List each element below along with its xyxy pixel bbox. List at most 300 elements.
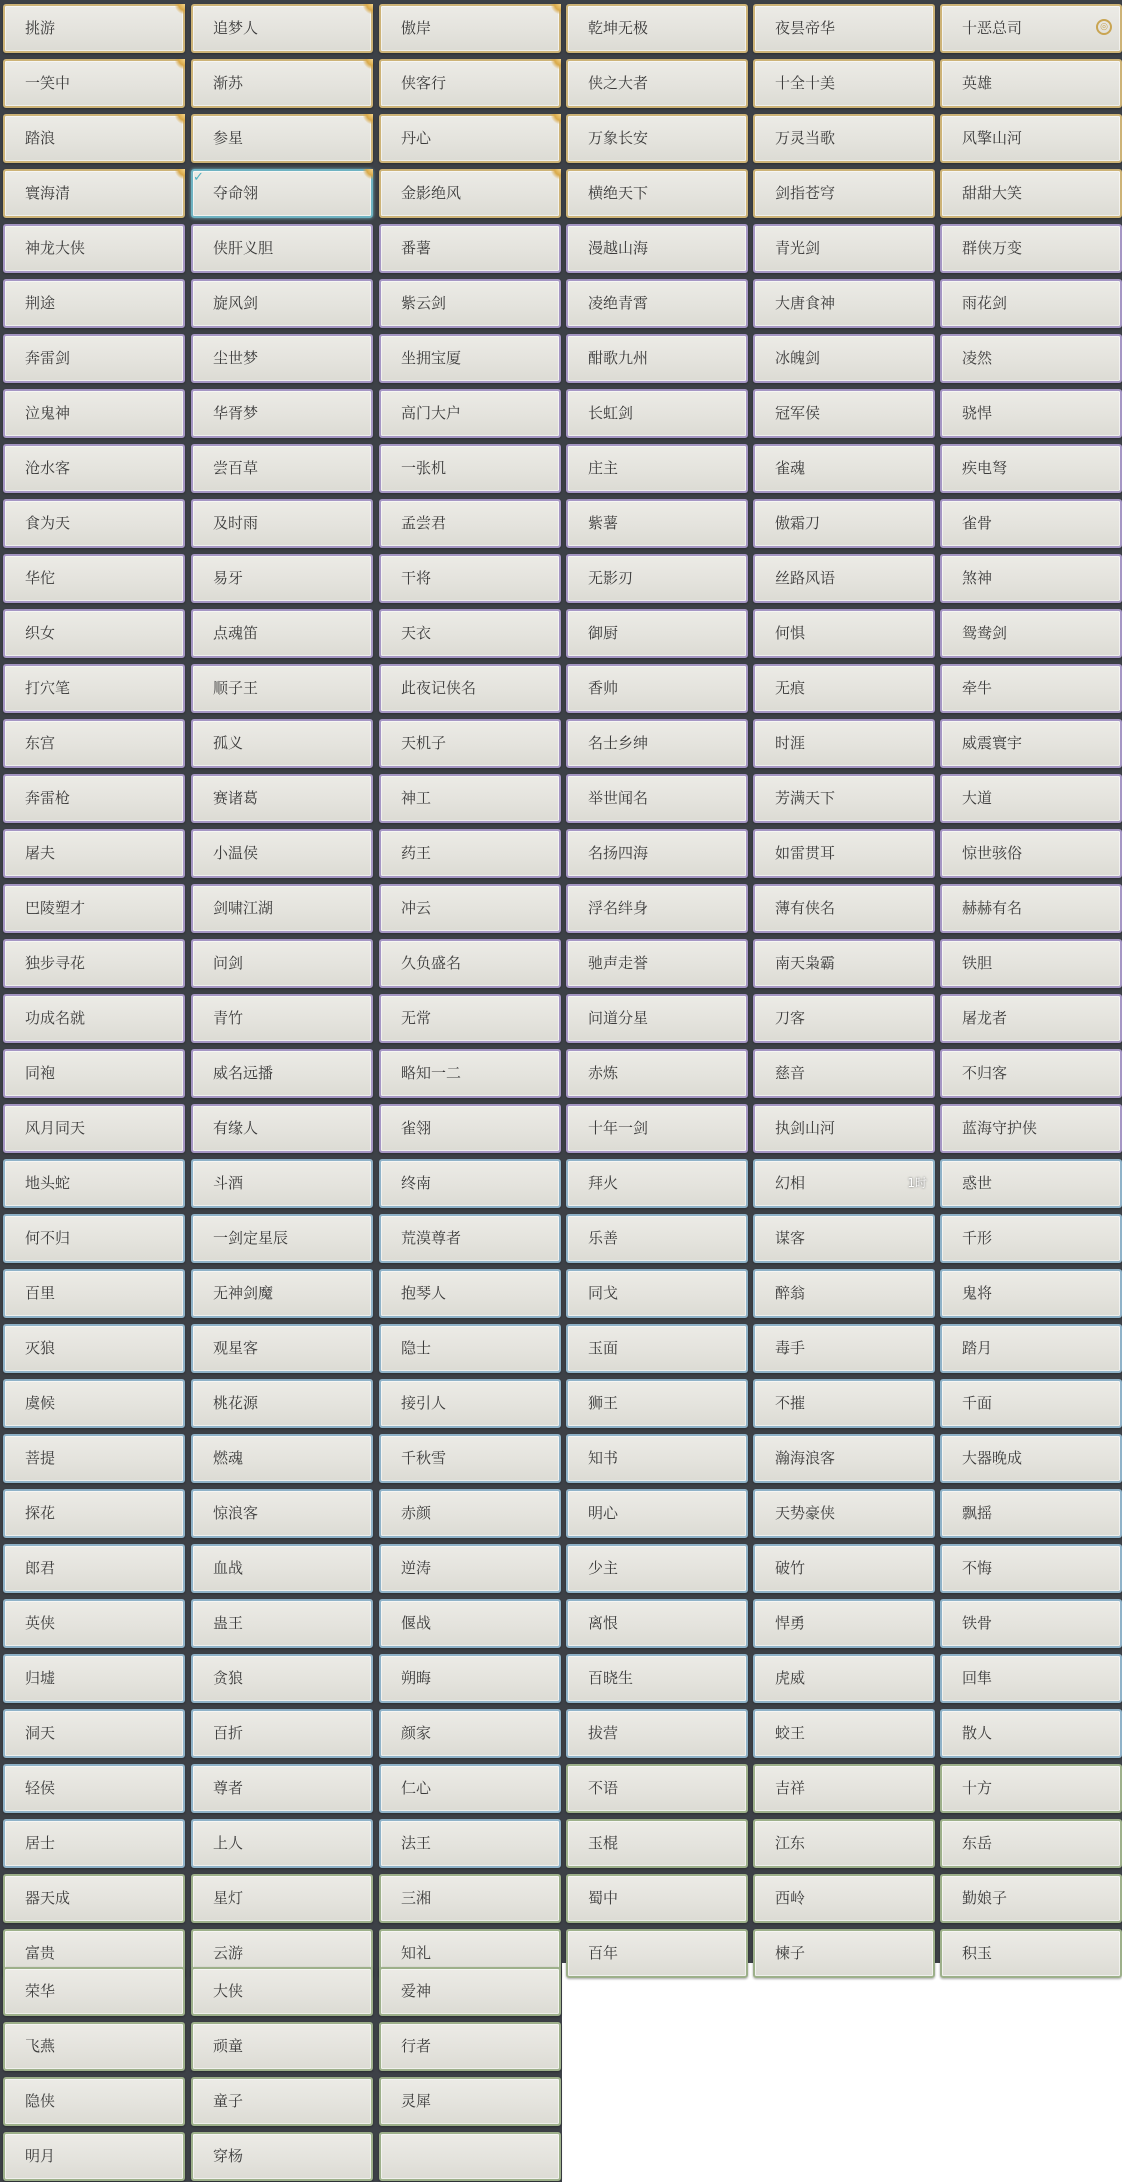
- title-label: 飘摇: [962, 1504, 993, 1522]
- title-tile[interactable]: [566, 1654, 748, 1703]
- title-tile[interactable]: [3, 59, 185, 108]
- title-tile[interactable]: [191, 1104, 373, 1153]
- title-label: 隐侠: [25, 2092, 56, 2110]
- title-label: 悍勇: [775, 1614, 806, 1632]
- title-tile[interactable]: [3, 829, 185, 878]
- title-tile[interactable]: [940, 1599, 1122, 1648]
- title-tile[interactable]: [566, 1049, 748, 1098]
- title-tile[interactable]: [566, 279, 748, 328]
- gold-corner-icon: [551, 59, 561, 69]
- title-tile[interactable]: [940, 554, 1122, 603]
- title-tile[interactable]: [379, 719, 561, 768]
- title-tile[interactable]: [566, 884, 748, 933]
- title-tile[interactable]: [753, 279, 935, 328]
- title-label: 东宫: [25, 734, 56, 752]
- title-tile[interactable]: [753, 554, 935, 603]
- title-tile[interactable]: [940, 444, 1122, 493]
- title-tile[interactable]: [379, 1599, 561, 1648]
- title-tile[interactable]: [566, 1324, 748, 1373]
- title-label: 略知一二: [401, 1064, 462, 1082]
- title-label: 干将: [401, 569, 432, 587]
- title-tile[interactable]: [566, 1819, 748, 1868]
- title-label: 一笑中: [25, 74, 71, 92]
- title-tile[interactable]: [753, 114, 935, 163]
- title-tile[interactable]: [3, 1709, 185, 1758]
- title-tile[interactable]: [753, 169, 935, 218]
- gold-corner-icon: [175, 59, 185, 69]
- title-tile[interactable]: [566, 4, 748, 53]
- title-tile[interactable]: [191, 994, 373, 1043]
- title-tile[interactable]: [753, 774, 935, 823]
- title-tile[interactable]: [753, 224, 935, 273]
- title-tile[interactable]: [753, 444, 935, 493]
- title-label: 探花: [25, 1504, 56, 1522]
- title-label: 威震寰宇: [962, 734, 1023, 752]
- title-tile[interactable]: [753, 664, 935, 713]
- title-tile[interactable]: [566, 1214, 748, 1263]
- title-tile[interactable]: [379, 279, 561, 328]
- title-tile[interactable]: [379, 1379, 561, 1428]
- title-tile[interactable]: [379, 2077, 561, 2126]
- title-tile[interactable]: [3, 1269, 185, 1318]
- title-label: 夺命翎: [213, 184, 259, 202]
- title-label: 观星客: [213, 1339, 259, 1357]
- title-tile[interactable]: [940, 1269, 1122, 1318]
- title-tile[interactable]: [191, 1049, 373, 1098]
- title-tile[interactable]: [3, 4, 185, 53]
- title-tile[interactable]: [940, 1874, 1122, 1923]
- title-tile[interactable]: [191, 1214, 373, 1263]
- title-tile[interactable]: [379, 774, 561, 823]
- title-tile[interactable]: [191, 1544, 373, 1593]
- title-tile[interactable]: [3, 224, 185, 273]
- title-tile[interactable]: [566, 1544, 748, 1593]
- title-tile[interactable]: [191, 499, 373, 548]
- title-tile[interactable]: [379, 994, 561, 1043]
- title-tile[interactable]: [191, 1159, 373, 1208]
- title-label: 打穴笔: [25, 679, 71, 697]
- title-tile[interactable]: [753, 1269, 935, 1318]
- title-tile[interactable]: [940, 1104, 1122, 1153]
- title-tile[interactable]: [379, 389, 561, 438]
- title-tile[interactable]: [3, 169, 185, 218]
- title-tile[interactable]: [191, 224, 373, 273]
- title-tile[interactable]: [753, 1049, 935, 1098]
- title-tile[interactable]: [379, 1709, 561, 1758]
- title-tile[interactable]: [940, 1709, 1122, 1758]
- title-label: 冲云: [401, 899, 432, 917]
- title-tile[interactable]: [566, 1434, 748, 1483]
- title-tile[interactable]: [3, 2132, 185, 2181]
- title-label: 顽童: [213, 2037, 244, 2055]
- title-tile[interactable]: [379, 939, 561, 988]
- title-label: 香帅: [588, 679, 619, 697]
- title-tile[interactable]: [3, 994, 185, 1043]
- title-label: 蛊王: [213, 1614, 244, 1632]
- title-label: 刀客: [775, 1009, 806, 1027]
- title-tile[interactable]: [566, 609, 748, 658]
- title-label: 十恶总司: [962, 19, 1023, 37]
- title-label: 不悔: [962, 1559, 993, 1577]
- title-label: 凌绝青霄: [588, 294, 649, 312]
- title-tile[interactable]: [3, 1434, 185, 1483]
- title-label: 雀骨: [962, 514, 993, 532]
- title-tile[interactable]: [566, 1269, 748, 1318]
- title-label: 侠之大者: [588, 74, 649, 92]
- title-label: 谋客: [775, 1229, 806, 1247]
- title-label: 百晓生: [588, 1669, 634, 1687]
- title-tile[interactable]: [191, 444, 373, 493]
- title-label: 华佗: [25, 569, 56, 587]
- title-tile[interactable]: [191, 1269, 373, 1318]
- title-tile[interactable]: [566, 1489, 748, 1538]
- title-tile[interactable]: [379, 1269, 561, 1318]
- title-tile[interactable]: [566, 664, 748, 713]
- title-tile[interactable]: [940, 1159, 1122, 1208]
- title-tile[interactable]: [940, 609, 1122, 658]
- title-tile[interactable]: [379, 4, 561, 53]
- title-tile[interactable]: [191, 1819, 373, 1868]
- title-label: 上人: [213, 1834, 244, 1852]
- title-tile[interactable]: [566, 1379, 748, 1428]
- title-tile[interactable]: [191, 1967, 373, 2016]
- title-label: 金影绝风: [401, 184, 462, 202]
- title-tile[interactable]: [753, 1819, 935, 1868]
- title-tile[interactable]: [753, 499, 935, 548]
- title-tile[interactable]: [753, 609, 935, 658]
- title-label: 风月同天: [25, 1119, 86, 1137]
- title-tile[interactable]: [940, 884, 1122, 933]
- title-label: 雀魂: [775, 459, 806, 477]
- title-tile[interactable]: [753, 994, 935, 1043]
- title-tile[interactable]: [753, 1214, 935, 1263]
- title-tile[interactable]: [753, 719, 935, 768]
- title-tile[interactable]: [566, 994, 748, 1043]
- title-tile[interactable]: [753, 1104, 935, 1153]
- title-tile[interactable]: [566, 114, 748, 163]
- title-tile[interactable]: [753, 1544, 935, 1593]
- title-label: 同袍: [25, 1064, 56, 1082]
- title-tile[interactable]: [3, 2022, 185, 2071]
- title-tile[interactable]: [566, 719, 748, 768]
- title-tile[interactable]: [940, 829, 1122, 878]
- title-tile[interactable]: [940, 1049, 1122, 1098]
- title-label: 惊浪客: [213, 1504, 259, 1522]
- title-tile[interactable]: [191, 884, 373, 933]
- title-tile[interactable]: [379, 2132, 561, 2181]
- title-tile[interactable]: [940, 389, 1122, 438]
- title-tile[interactable]: [379, 1434, 561, 1483]
- title-tile[interactable]: [566, 499, 748, 548]
- title-tile[interactable]: [940, 1379, 1122, 1428]
- title-tile[interactable]: [753, 334, 935, 383]
- title-tile[interactable]: [3, 719, 185, 768]
- title-tile[interactable]: [940, 1214, 1122, 1263]
- title-tile[interactable]: [566, 169, 748, 218]
- title-label: 飞燕: [25, 2037, 56, 2055]
- title-label: 凌然: [962, 349, 993, 367]
- title-label: 执剑山河: [775, 1119, 836, 1137]
- title-label: 牵牛: [962, 679, 993, 697]
- title-tile[interactable]: [191, 1379, 373, 1428]
- title-tile[interactable]: [379, 499, 561, 548]
- title-tile[interactable]: [3, 444, 185, 493]
- title-label: 大唐食神: [775, 294, 836, 312]
- title-tile[interactable]: [3, 1489, 185, 1538]
- title-tile[interactable]: [3, 279, 185, 328]
- title-tile[interactable]: [753, 389, 935, 438]
- title-tile[interactable]: [940, 279, 1122, 328]
- title-label: 少主: [588, 1559, 619, 1577]
- title-label: 庄主: [588, 459, 619, 477]
- title-tile[interactable]: [566, 444, 748, 493]
- title-tile[interactable]: [191, 4, 373, 53]
- title-tile[interactable]: [191, 1324, 373, 1373]
- title-tile[interactable]: [191, 2077, 373, 2126]
- title-label: 如雷贯耳: [775, 844, 836, 862]
- title-label: 玉面: [588, 1339, 619, 1357]
- title-label: 离恨: [588, 1614, 619, 1632]
- title-tile[interactable]: [379, 169, 561, 218]
- title-tile[interactable]: [191, 1874, 373, 1923]
- title-tile[interactable]: [566, 554, 748, 603]
- title-tile[interactable]: [379, 609, 561, 658]
- title-label: 星灯: [213, 1889, 244, 1907]
- title-label: 威名远播: [213, 1064, 274, 1082]
- title-tile[interactable]: [379, 1159, 561, 1208]
- title-tile[interactable]: [379, 1654, 561, 1703]
- title-tile[interactable]: [3, 1159, 185, 1208]
- title-tile[interactable]: [191, 114, 373, 163]
- title-label: 朔晦: [401, 1669, 432, 1687]
- title-tile[interactable]: [379, 59, 561, 108]
- title-tile[interactable]: [379, 1544, 561, 1593]
- title-label: 功成名就: [25, 1009, 86, 1027]
- title-tile[interactable]: [753, 1764, 935, 1813]
- gold-corner-icon: [363, 114, 373, 124]
- title-label: 薄有侠名: [775, 899, 836, 917]
- title-tile[interactable]: [3, 554, 185, 603]
- title-tile[interactable]: [753, 1324, 935, 1373]
- title-tile[interactable]: [566, 829, 748, 878]
- title-tile[interactable]: [379, 1874, 561, 1923]
- title-label: 乐善: [588, 1229, 619, 1247]
- title-tile[interactable]: [566, 939, 748, 988]
- title-tile[interactable]: [191, 169, 373, 218]
- title-label: 食为天: [25, 514, 71, 532]
- title-tile[interactable]: [940, 4, 1122, 53]
- title-tile[interactable]: [3, 389, 185, 438]
- title-tile[interactable]: [566, 334, 748, 383]
- title-label: 尝百草: [213, 459, 259, 477]
- title-tile[interactable]: [3, 1379, 185, 1428]
- title-tile[interactable]: [753, 1159, 935, 1208]
- title-tile[interactable]: [379, 1967, 561, 2016]
- title-tile[interactable]: [191, 554, 373, 603]
- title-tile[interactable]: [191, 774, 373, 823]
- title-tile[interactable]: [940, 1764, 1122, 1813]
- title-tile[interactable]: [379, 1104, 561, 1153]
- title-label: 傲岸: [401, 19, 432, 37]
- title-tile[interactable]: [566, 389, 748, 438]
- title-tile[interactable]: [191, 829, 373, 878]
- gold-corner-icon: [175, 4, 185, 14]
- title-tile[interactable]: [191, 1434, 373, 1483]
- title-tile[interactable]: [3, 2077, 185, 2126]
- title-tile[interactable]: [3, 1214, 185, 1263]
- title-tile[interactable]: [566, 1764, 748, 1813]
- title-tile[interactable]: [191, 334, 373, 383]
- title-tile[interactable]: [940, 224, 1122, 273]
- title-tile[interactable]: [191, 59, 373, 108]
- title-tile[interactable]: [379, 1049, 561, 1098]
- title-tile[interactable]: [379, 224, 561, 273]
- title-tile[interactable]: [753, 1379, 935, 1428]
- title-tile[interactable]: [379, 114, 561, 163]
- title-tile[interactable]: [191, 1599, 373, 1648]
- gold-corner-icon: [551, 114, 561, 124]
- title-tile[interactable]: [940, 774, 1122, 823]
- title-tile[interactable]: [940, 1819, 1122, 1868]
- title-label: 踏月: [962, 1339, 993, 1357]
- title-tile[interactable]: [3, 1764, 185, 1813]
- title-tile[interactable]: [566, 1709, 748, 1758]
- title-tile[interactable]: [3, 1324, 185, 1373]
- title-tile[interactable]: [566, 774, 748, 823]
- title-tile[interactable]: [379, 444, 561, 493]
- title-label: 英雄: [962, 74, 993, 92]
- title-tile[interactable]: [940, 499, 1122, 548]
- title-tile[interactable]: [753, 1599, 935, 1648]
- title-label: 十全十美: [775, 74, 836, 92]
- title-tile[interactable]: [940, 939, 1122, 988]
- title-tile[interactable]: [753, 1489, 935, 1538]
- title-tile[interactable]: [3, 1049, 185, 1098]
- title-tile[interactable]: [3, 334, 185, 383]
- title-tile[interactable]: [191, 719, 373, 768]
- title-tile[interactable]: [191, 2022, 373, 2071]
- title-tile[interactable]: [753, 1434, 935, 1483]
- title-tile[interactable]: [191, 2132, 373, 2181]
- title-tile[interactable]: [3, 939, 185, 988]
- title-tile[interactable]: [3, 1819, 185, 1868]
- title-tile[interactable]: [940, 169, 1122, 218]
- title-label: 同戈: [588, 1284, 619, 1302]
- title-tile[interactable]: [940, 114, 1122, 163]
- title-tile[interactable]: [940, 1929, 1122, 1978]
- title-tile[interactable]: [191, 1654, 373, 1703]
- title-label: 斗酒: [213, 1174, 244, 1192]
- title-tile[interactable]: [191, 664, 373, 713]
- title-tile[interactable]: [753, 1654, 935, 1703]
- title-tile[interactable]: [3, 499, 185, 548]
- title-tile[interactable]: [940, 719, 1122, 768]
- title-tile[interactable]: [379, 1214, 561, 1263]
- title-tile[interactable]: [379, 1489, 561, 1538]
- title-tile[interactable]: [940, 1489, 1122, 1538]
- title-tile[interactable]: [566, 1599, 748, 1648]
- title-tile[interactable]: [940, 1434, 1122, 1483]
- title-tile[interactable]: [191, 1764, 373, 1813]
- title-tile[interactable]: [753, 1709, 935, 1758]
- title-tile[interactable]: [3, 774, 185, 823]
- title-tile[interactable]: [753, 829, 935, 878]
- title-tile[interactable]: [379, 2022, 561, 2071]
- title-tile[interactable]: [940, 334, 1122, 383]
- title-tile[interactable]: [191, 1709, 373, 1758]
- title-tile[interactable]: [3, 1967, 185, 2016]
- title-tile[interactable]: [753, 59, 935, 108]
- title-label: 桃花源: [213, 1394, 259, 1412]
- title-tile[interactable]: [566, 1929, 748, 1978]
- title-tile[interactable]: [191, 1489, 373, 1538]
- title-label: 轻侯: [25, 1779, 56, 1797]
- title-tile[interactable]: [940, 1324, 1122, 1373]
- title-tile[interactable]: [379, 334, 561, 383]
- title-tile[interactable]: [3, 1104, 185, 1153]
- title-tile[interactable]: [3, 1874, 185, 1923]
- title-tile[interactable]: [3, 1654, 185, 1703]
- title-tile[interactable]: [940, 664, 1122, 713]
- title-tile[interactable]: [379, 1324, 561, 1373]
- title-tile[interactable]: [3, 1544, 185, 1593]
- title-tile[interactable]: [753, 1929, 935, 1978]
- title-tile[interactable]: [566, 59, 748, 108]
- title-label: 骁悍: [962, 404, 993, 422]
- title-tile[interactable]: [753, 939, 935, 988]
- title-tile[interactable]: [940, 1544, 1122, 1593]
- title-tile[interactable]: [379, 829, 561, 878]
- title-tile[interactable]: [3, 884, 185, 933]
- title-label: 天衣: [401, 624, 432, 642]
- title-tile[interactable]: [753, 4, 935, 53]
- title-tile[interactable]: [753, 1874, 935, 1923]
- title-tile[interactable]: [3, 114, 185, 163]
- title-label: 剑啸江湖: [213, 899, 274, 917]
- title-label: 神工: [401, 789, 432, 807]
- title-label: 明心: [588, 1504, 619, 1522]
- title-tile[interactable]: [3, 664, 185, 713]
- title-tile[interactable]: [379, 664, 561, 713]
- title-tile[interactable]: [753, 884, 935, 933]
- title-label: 寰海清: [25, 184, 71, 202]
- title-tile[interactable]: [3, 609, 185, 658]
- title-tile[interactable]: [191, 279, 373, 328]
- title-tile[interactable]: [191, 609, 373, 658]
- title-label: 长虹剑: [588, 404, 634, 422]
- title-tile[interactable]: [191, 389, 373, 438]
- title-tile[interactable]: [191, 939, 373, 988]
- title-tile[interactable]: [940, 994, 1122, 1043]
- title-tile[interactable]: [566, 1874, 748, 1923]
- title-tile[interactable]: [3, 1599, 185, 1648]
- title-tile[interactable]: [379, 1819, 561, 1868]
- title-tile[interactable]: [379, 554, 561, 603]
- title-label: 乾坤无极: [588, 19, 649, 37]
- title-label: 此夜记侠名: [401, 679, 477, 697]
- title-tile[interactable]: [940, 1654, 1122, 1703]
- title-tile[interactable]: [566, 1159, 748, 1208]
- title-label: 追梦人: [213, 19, 259, 37]
- title-tile[interactable]: [566, 1104, 748, 1153]
- title-tile[interactable]: [940, 59, 1122, 108]
- title-tile[interactable]: [566, 224, 748, 273]
- title-label: 丝路风语: [775, 569, 836, 587]
- swirl-icon: ◎: [1096, 19, 1112, 35]
- title-tile[interactable]: [379, 1764, 561, 1813]
- title-tile[interactable]: [379, 884, 561, 933]
- title-label: 童子: [213, 2092, 244, 2110]
